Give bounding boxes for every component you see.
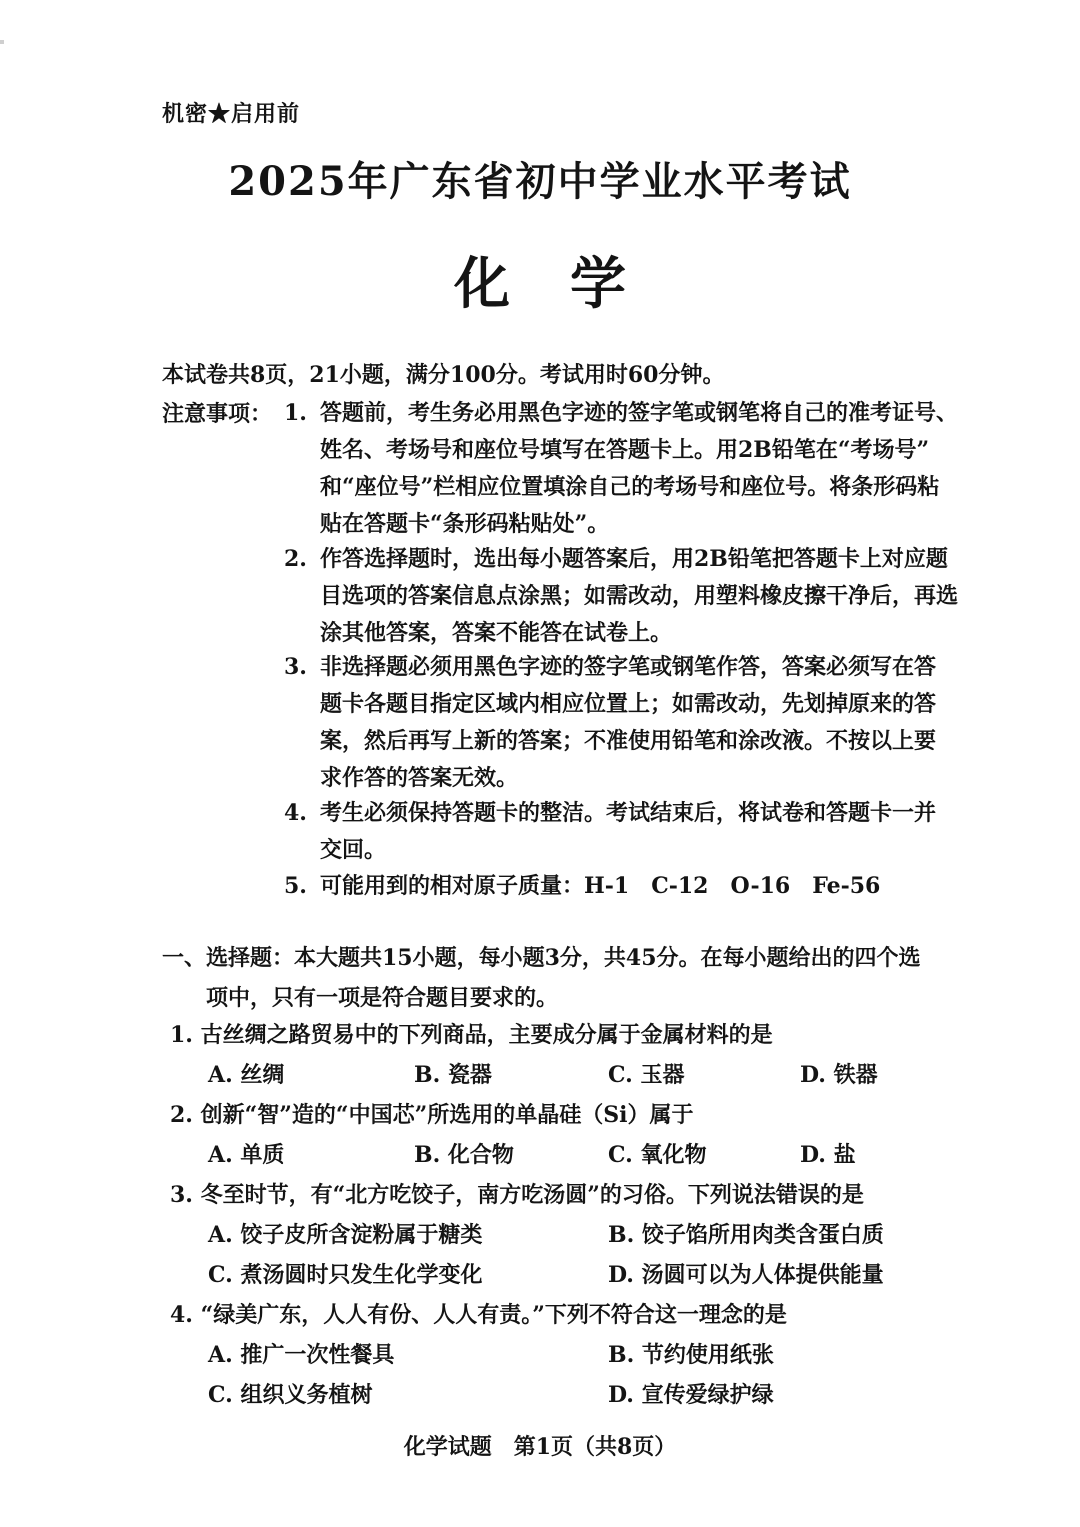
question-option: D. 铁器 — [800, 1062, 878, 1088]
note-body — [320, 541, 1020, 652]
note-body — [320, 395, 1020, 432]
question-option: A. 推广一次性餐具 — [208, 1342, 395, 1368]
confidential-label: 机密★启用前 — [162, 101, 301, 127]
note-line: 交回。 — [320, 837, 387, 863]
question-option: B. 化合物 — [414, 1142, 514, 1168]
exam-title: 2025年广东省初中学业水平考试 — [228, 158, 852, 205]
note-body — [320, 795, 1020, 869]
exam-intro: 本试卷共8页，21小题，满分100分。考试用时60分钟。 — [162, 362, 725, 388]
scan-mark — [0, 40, 4, 44]
note-line: 考生必须保持答题卡的整洁。考试结束后，将试卷和答题卡一并 — [320, 800, 937, 826]
note-line: 求作答的答案无效。 — [320, 765, 519, 791]
note-number: 3. — [284, 654, 307, 680]
note-line: 贴在答题卡“条形码粘贴处”。 — [320, 511, 610, 537]
note-body — [320, 868, 1020, 905]
note-number: 2. — [284, 546, 307, 572]
subject-title: 化学 — [454, 251, 686, 317]
question-stem: 3. 冬至时节，有“北方吃饺子，南方吃汤圆”的习俗。下列说法错误的是 — [170, 1182, 864, 1208]
question-option: C. 玉器 — [608, 1062, 685, 1088]
section-heading-line: 项中，只有一项是符合题目要求的。 — [206, 985, 559, 1011]
note-line: 目选项的答案信息点涂黑；如需改动，用塑料橡皮擦干净后，再选 — [320, 583, 959, 609]
note-line: 姓名、考场号和座位号填写在答题卡上。用2B铅笔在“考场号” — [320, 437, 930, 463]
section-heading-line: 一、选择题：本大题共15小题，每小题3分，共45分。在每小题给出的四个选 — [162, 945, 921, 971]
question-option: B. 瓷器 — [414, 1062, 492, 1088]
question-option: C. 煮汤圆时只发生化学变化 — [208, 1262, 483, 1288]
note-line: 答题前，考生务必用黑色字迹的签字笔或钢笔将自己的准考证号、 — [320, 400, 959, 426]
question-stem: 4. “绿美广东，人人有份、人人有责。”下列不符合这一理念的是 — [170, 1302, 787, 1328]
question-option: C. 氧化物 — [608, 1142, 707, 1168]
note-line: 非选择题必须用黑色字迹的签字笔或钢笔作答，答案必须写在答 — [320, 654, 937, 680]
note-line: 和“座位号”栏相应位置填涂自己的考场号和座位号。将条形码粘 — [320, 474, 940, 500]
note-number: 5. — [284, 873, 307, 899]
question-option: A. 单质 — [208, 1142, 285, 1168]
note-continuation — [320, 432, 939, 543]
note-body — [320, 649, 1020, 797]
note-line: 作答选择题时，选出每小题答案后，用2B铅笔把答题卡上对应题 — [320, 546, 948, 572]
question-option: D. 宣传爱绿护绿 — [608, 1382, 774, 1408]
section-heading — [162, 938, 1022, 1018]
note-number: 4. — [284, 800, 307, 826]
page-footer: 化学试题 第1页（共8页） — [403, 1434, 677, 1460]
note-number: 1. — [284, 400, 307, 426]
question-option: B. 节约使用纸张 — [608, 1342, 774, 1368]
notes-heading: 注意事项： — [162, 401, 273, 427]
question-option: D. 盐 — [800, 1142, 856, 1168]
question-option: A. 丝绸 — [208, 1062, 285, 1088]
question-stem: 1. 古丝绸之路贸易中的下列商品，主要成分属于金属材料的是 — [170, 1022, 773, 1048]
question-option: B. 饺子馅所用肉类含蛋白质 — [608, 1222, 884, 1248]
note-line: 案，然后再写上新的答案；不准使用铅笔和涂改液。不按以上要 — [320, 728, 937, 754]
question-option: C. 组织义务植树 — [208, 1382, 373, 1408]
note-line: 涂其他答案，答案不能答在试卷上。 — [320, 620, 673, 646]
question-option: D. 汤圆可以为人体提供能量 — [608, 1262, 884, 1288]
question-option: A. 饺子皮所含淀粉属于糖类 — [208, 1222, 483, 1248]
note-line: 可能用到的相对原子质量：H-1 C-12 O-16 Fe-56 — [320, 873, 881, 899]
question-stem: 2. 创新“智”造的“中国芯”所选用的单晶硅（Si）属于 — [170, 1102, 694, 1128]
note-line: 题卡各题目指定区域内相应位置上；如需改动，先划掉原来的答 — [320, 691, 937, 717]
